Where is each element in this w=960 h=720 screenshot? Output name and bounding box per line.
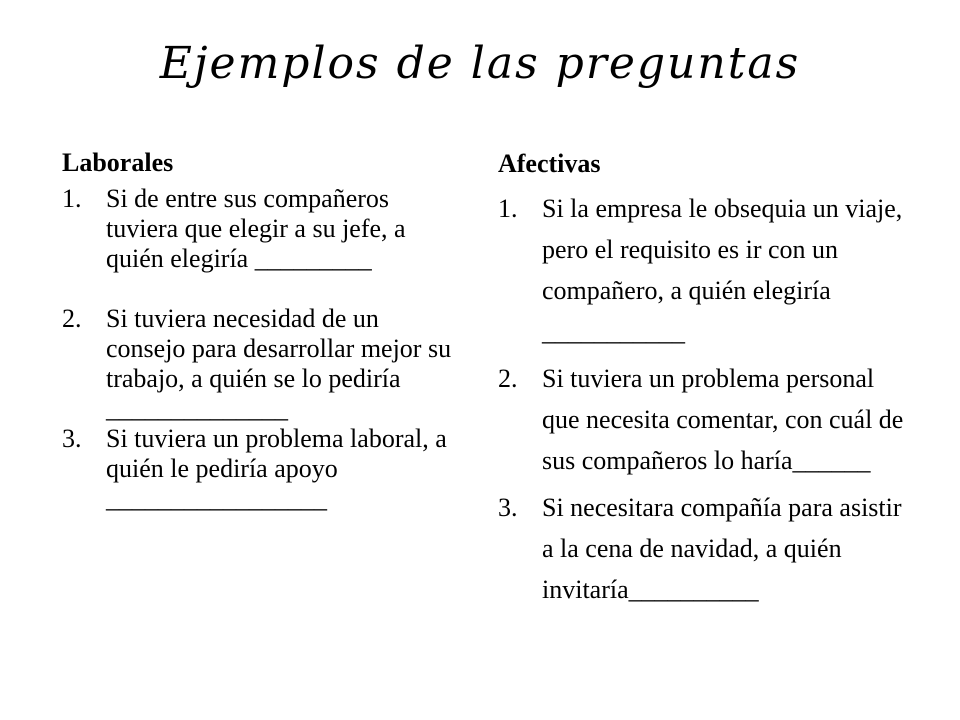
afectivas-column [498,143,918,616]
question-number: 1. [62,184,82,213]
afectivas-heading: Afectivas [498,149,601,178]
slide-title: Ejemplos de las preguntas [159,38,801,89]
laborales-question-3 [62,424,462,514]
question-text: Si tuviera un problema laboral, a quién le pediría apoyo _________________ [106,424,447,513]
question-number: 3. [62,424,82,453]
afectivas-question-1 [498,188,918,352]
afectivas-question-3 [498,487,918,610]
question-number: 2. [62,304,82,333]
question-text: Si de entre sus compañeros tuviera que elegir a su jefe, a quién elegiría _________ [106,184,406,273]
question-text: Si la empresa le obsequia un viaje, pero el requisito es ir con un compañero, a quién elegiría ___________ [542,194,903,346]
laborales-question-1 [62,184,462,274]
question-text: Si necesitara compañía para asistir a la cena de navidad, a quién invitaría__________ [542,493,902,604]
question-text: Si tuviera un problema personal que necesita comentar, con cuál de sus compañeros lo haría______ [542,364,904,475]
question-number: 3. [498,493,518,522]
laborales-question-list [62,184,462,514]
laborales-column [62,148,462,514]
question-text: Si tuviera necesidad de un consejo para desarrollar mejor su trabajo, a quién se lo pediría ______________ [106,304,452,423]
question-number: 2. [498,364,518,393]
laborales-heading: Laborales [62,148,174,177]
question-number: 1. [498,194,518,223]
afectivas-question-list [498,188,918,610]
afectivas-question-2 [498,358,918,481]
laborales-question-2 [62,304,462,424]
